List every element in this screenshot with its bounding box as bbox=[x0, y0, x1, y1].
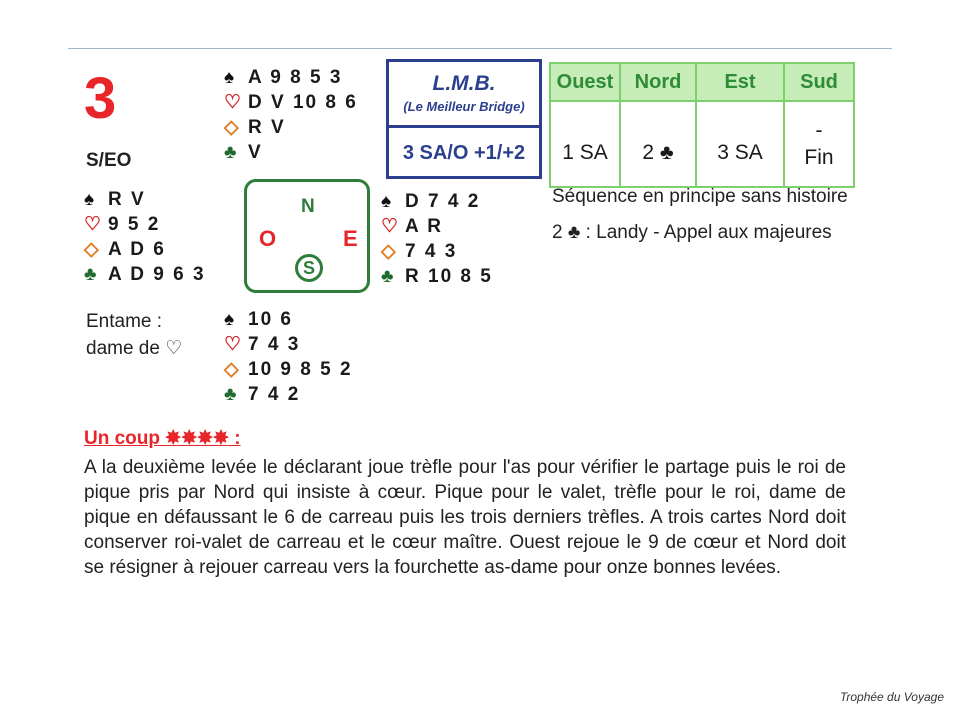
south-hearts: 7 4 3 bbox=[248, 334, 301, 355]
club-icon: ♣ bbox=[84, 264, 99, 285]
deal-number: 3 bbox=[84, 66, 117, 131]
west-hearts: 9 5 2 bbox=[108, 214, 161, 235]
coup-title: Un coup ✸✸✸✸ : bbox=[84, 428, 241, 449]
heart-icon: ♡ bbox=[84, 214, 104, 235]
bid-sud: - Fin bbox=[784, 101, 854, 187]
dealer-vulnerability: S/EO bbox=[86, 150, 132, 171]
compass-south: S bbox=[295, 254, 323, 282]
lmb-contract: 3 SA/O +1/+2 bbox=[402, 142, 526, 164]
heart-icon: ♡ bbox=[381, 216, 401, 237]
east-clubs: R 10 8 5 bbox=[405, 266, 493, 287]
north-hearts: D V 10 8 6 bbox=[248, 92, 358, 113]
bidding-table bbox=[549, 62, 855, 188]
diamond-icon: ◇ bbox=[84, 239, 101, 260]
heart-icon: ♡ bbox=[224, 334, 244, 355]
spade-icon: ♠ bbox=[381, 191, 394, 212]
club-icon: ♣ bbox=[381, 266, 396, 287]
lmb-subtitle: (Le Meilleur Bridge) bbox=[403, 99, 525, 114]
bidding-header-row bbox=[550, 63, 854, 101]
header-ouest: Ouest bbox=[550, 63, 620, 101]
bidding-note-2: 2 ♣ : Landy - Appel aux majeures bbox=[552, 222, 832, 243]
south-spades: 10 6 bbox=[248, 309, 293, 330]
credit: Trophée du Voyage bbox=[839, 690, 944, 704]
bid-nord: 2 ♣ bbox=[620, 101, 696, 187]
coup-text: A la deuxième levée le déclarant joue trèfle pour l'as pour vérifier le partage puis le roi de pique pris par Nord qui insiste à cœur. Pique pour le valet, trèfle pour le roi, dame de pique en défaussant le 6 de carreau puis les trois derniers trèfles. A trois cartes Nord doit conserver roi-valet de carreau et le cœur maître. Ouest rejoue le 9 de cœur et Nord doit se résigner à rejouer carreau vers la fourchette as-dame pour onze bonnes levées. bbox=[84, 457, 846, 578]
west-diamonds: A D 6 bbox=[108, 239, 166, 260]
east-diamonds: 7 4 3 bbox=[405, 241, 458, 262]
compass-box bbox=[244, 179, 370, 293]
compass-north: N bbox=[301, 196, 315, 217]
diamond-icon: ◇ bbox=[381, 241, 398, 262]
compass-west: O bbox=[259, 226, 277, 251]
east-hearts: A R bbox=[405, 216, 444, 237]
south-hand bbox=[224, 307, 353, 407]
east-spades: D 7 4 2 bbox=[405, 191, 481, 212]
diamond-icon: ◇ bbox=[224, 359, 241, 380]
opening-lead bbox=[86, 308, 182, 362]
heart-icon: ♡ bbox=[224, 92, 244, 113]
compass-east: E bbox=[343, 226, 358, 251]
east-hand bbox=[381, 189, 493, 289]
header-sud: Sud bbox=[784, 63, 854, 101]
top-divider bbox=[68, 48, 892, 49]
bidding-note-1: Séquence en principe sans histoire bbox=[552, 186, 848, 207]
bidding-row bbox=[550, 101, 854, 187]
bid-ouest: 1 SA bbox=[550, 101, 620, 187]
lmb-title: L.M.B. bbox=[432, 72, 496, 95]
spade-icon: ♠ bbox=[224, 309, 237, 330]
south-diamonds: 10 9 8 5 2 bbox=[248, 359, 353, 380]
lmb-box bbox=[386, 59, 542, 179]
north-hand bbox=[224, 65, 358, 165]
north-diamonds: R V bbox=[248, 117, 286, 138]
south-clubs: 7 4 2 bbox=[248, 384, 301, 405]
header-nord: Nord bbox=[620, 63, 696, 101]
spade-icon: ♠ bbox=[224, 67, 237, 88]
north-spades: A 9 8 5 3 bbox=[248, 67, 343, 88]
club-icon: ♣ bbox=[224, 142, 239, 163]
west-clubs: A D 9 6 3 bbox=[108, 264, 206, 285]
header-est: Est bbox=[696, 63, 784, 101]
west-hand bbox=[84, 187, 206, 287]
lmb-divider bbox=[389, 125, 539, 128]
diamond-icon: ◇ bbox=[224, 117, 241, 138]
spade-icon: ♠ bbox=[84, 189, 97, 210]
club-icon: ♣ bbox=[224, 384, 239, 405]
lead-card: dame de ♡ bbox=[86, 338, 183, 359]
west-spades: R V bbox=[108, 189, 146, 210]
bid-est: 3 SA bbox=[696, 101, 784, 187]
lead-label: Entame : bbox=[86, 311, 163, 332]
north-clubs: V bbox=[248, 142, 263, 163]
